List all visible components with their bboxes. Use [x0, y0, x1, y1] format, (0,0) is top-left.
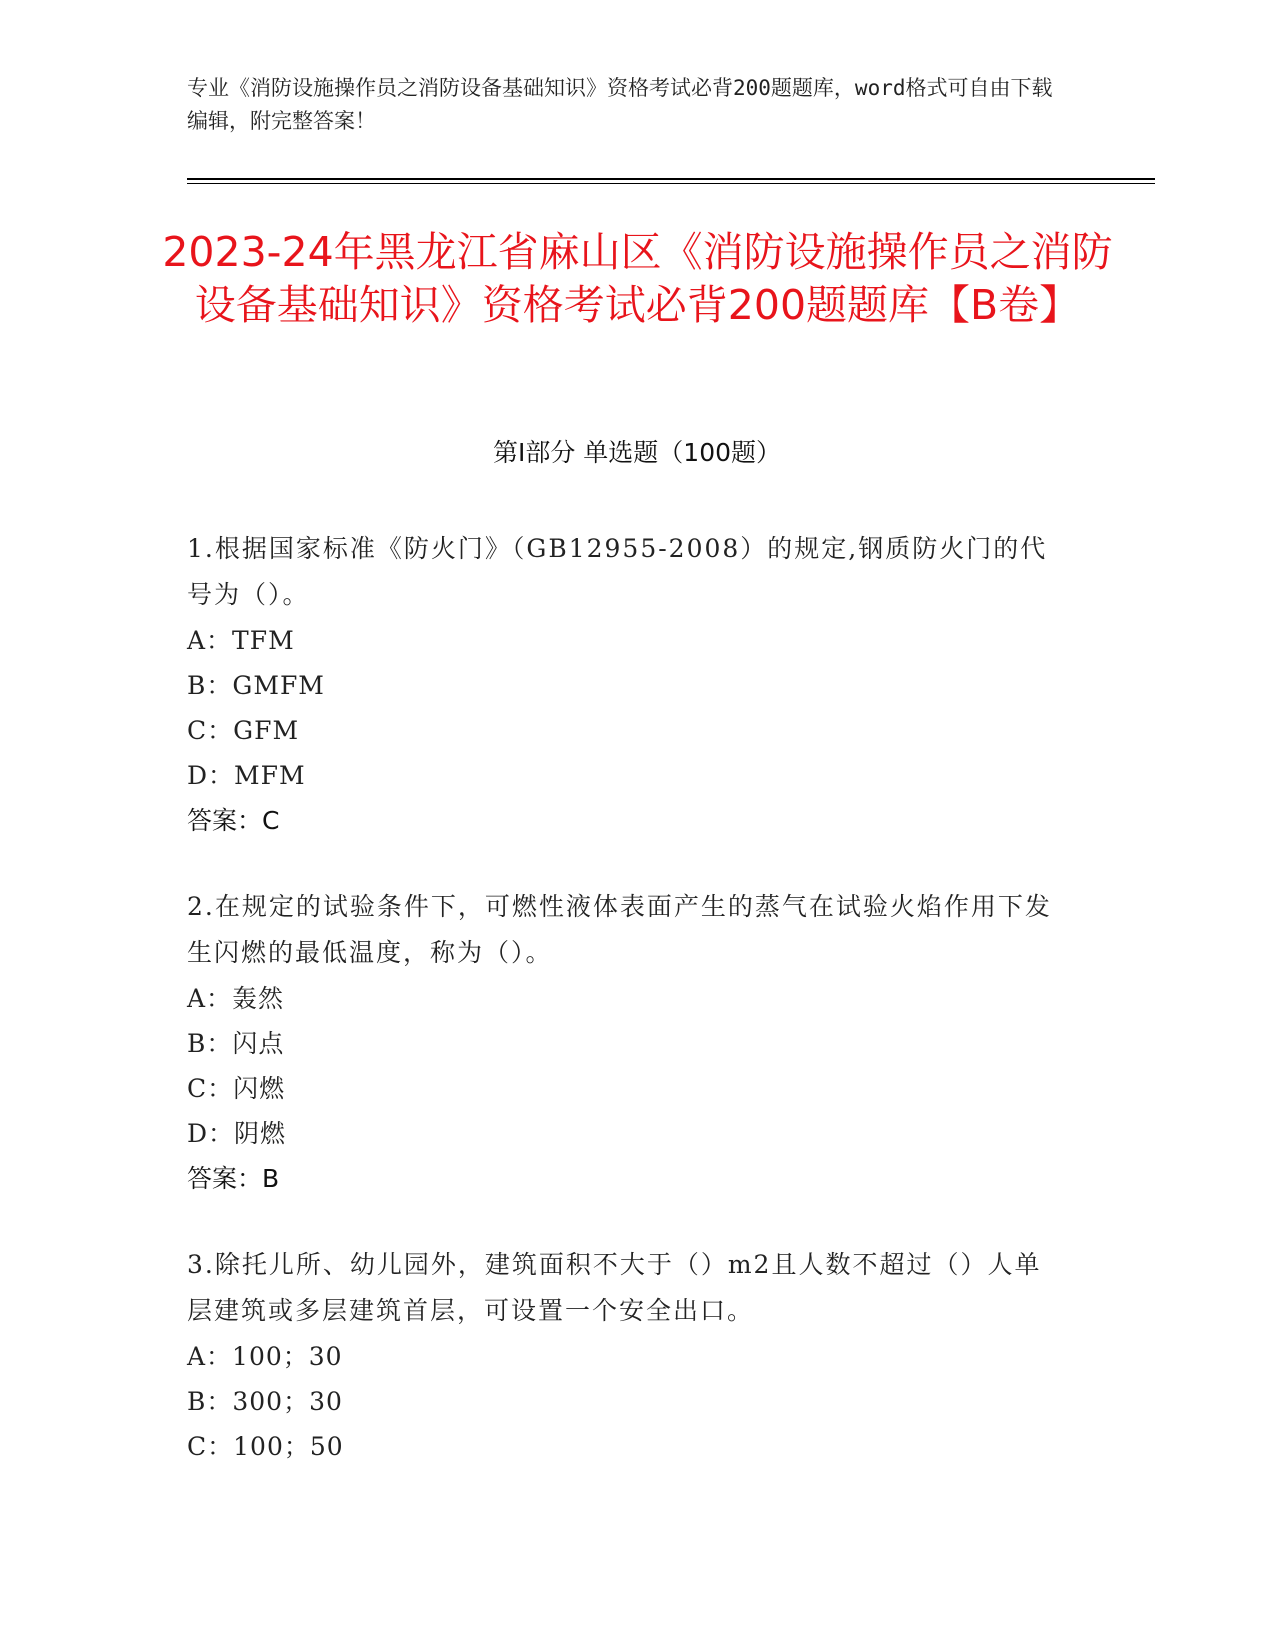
option-c: C：GFM: [187, 716, 300, 745]
answer-line: [187, 798, 1067, 844]
document-title: 2023-24年黑龙江省麻山区《消防设施操作员之消防设备基础知识》资格考试必背200题题库【B卷】: [162, 228, 1113, 329]
option-b: B：GMFM: [187, 671, 325, 700]
question-2: [187, 884, 1067, 1202]
header-rule-thick: [187, 178, 1155, 180]
answer-value: B: [262, 1164, 280, 1193]
section-heading: 第I部分 单选题（100题）: [492, 438, 782, 467]
question-stem: 1.根据国家标准《防火门》（GB12955-2008）的规定,钢质防火门的代号为（）。: [187, 534, 1048, 609]
option-d: D：MFM: [187, 761, 306, 790]
option-d: D：阴燃: [187, 1119, 287, 1148]
answer-label: 答案：: [187, 806, 263, 835]
header-note: 专业《消防设施操作员之消防设备基础知识》资格考试必背200题题库，word格式可自由下载编辑，附完整答案！: [187, 76, 1053, 133]
header-rule-thin: [187, 183, 1155, 184]
question-stem: 2.在规定的试验条件下，可燃性液体表面产生的蒸气在试验火焰作用下发生闪燃的最低温度，称为（）。: [187, 892, 1052, 967]
question-3: [187, 1242, 1067, 1469]
option-c: C：闪燃: [187, 1074, 286, 1103]
option-a: A：轰然: [187, 984, 285, 1013]
option-a: A：100；30: [187, 1342, 343, 1371]
answer-line: [187, 1156, 1067, 1202]
answer-label: 答案：: [187, 1164, 263, 1193]
question-list: [187, 526, 1067, 1509]
option-b: B：闪点: [187, 1029, 285, 1058]
question-stem: 3.除托儿所、幼儿园外，建筑面积不大于（）m2且人数不超过（）人单层建筑或多层建筑首层，可设置一个安全出口。: [187, 1250, 1042, 1325]
question-1: [187, 526, 1067, 844]
option-c: C：100；50: [187, 1432, 344, 1461]
answer-value: C: [262, 806, 280, 835]
option-a: A：TFM: [187, 626, 295, 655]
option-b: B：300；30: [187, 1387, 343, 1416]
